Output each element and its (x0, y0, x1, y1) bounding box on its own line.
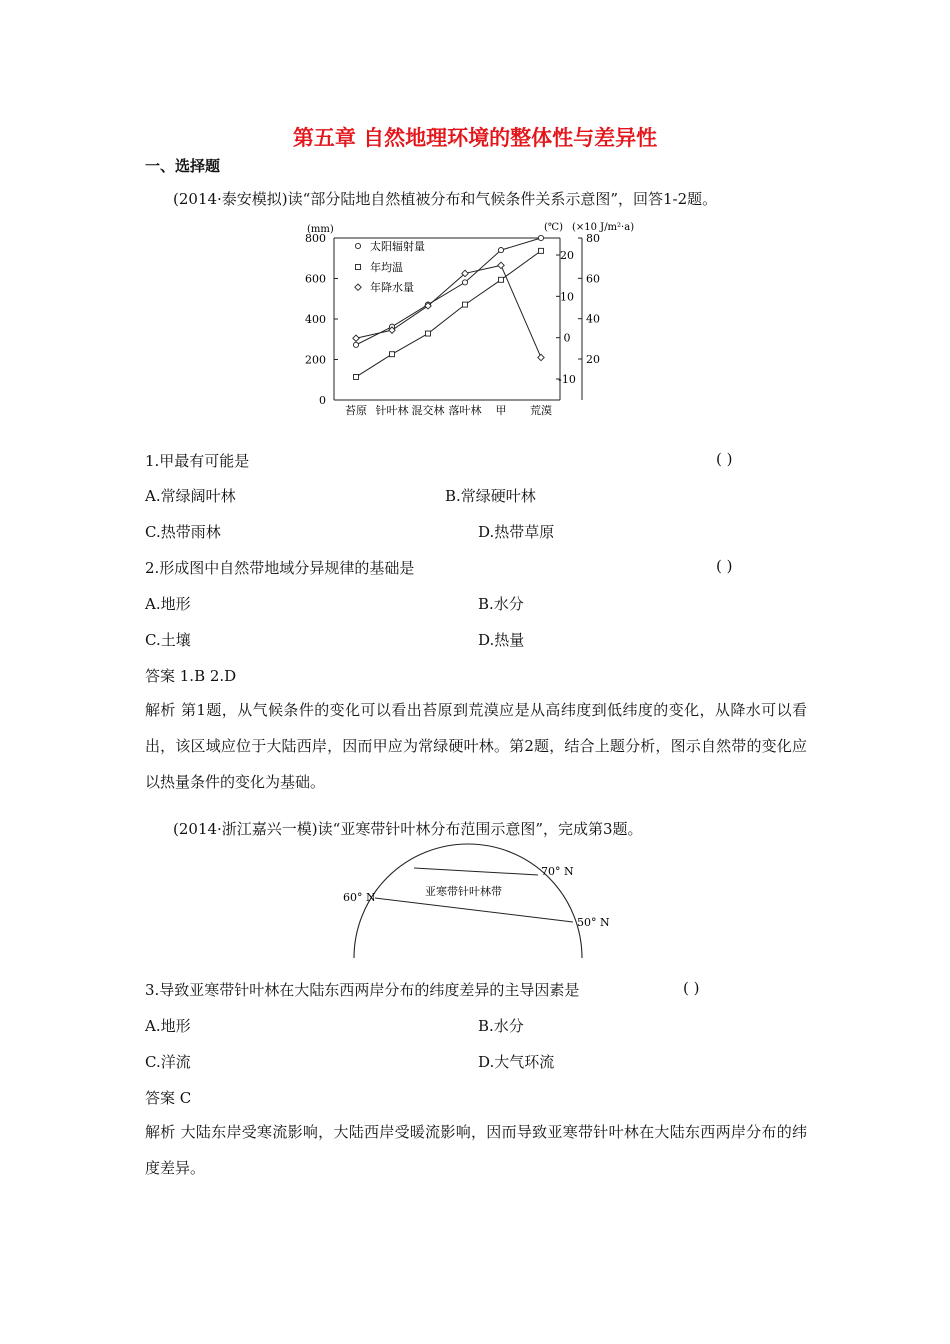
legend-marker-diamond (355, 284, 361, 290)
temperature-axis-tick-label: 0 (563, 331, 571, 345)
radiation-axis-tick-label: 40 (586, 312, 600, 326)
answer-3: 答案 C (145, 1089, 192, 1107)
left-axis-tick-label: 200 (305, 353, 326, 367)
question-3-stem: 3.导致亚寒带针叶林在大陆东西两岸分布的纬度差异的主导因素是 (145, 981, 580, 999)
question-2-option-d[interactable]: D.热量 (478, 631, 525, 649)
left-axis-tick-label: 800 (305, 232, 326, 245)
question-3-option-a[interactable]: A.地形 (145, 1017, 191, 1035)
data-point-temperature (426, 331, 431, 336)
question-2-option-a[interactable]: A.地形 (145, 595, 191, 613)
legend-label-precipitation: 年降水量 (370, 281, 414, 294)
boreal-forest-label: 亚寒带针叶林带 (425, 885, 502, 898)
climate-vegetation-chart (0, 220, 950, 420)
question-1-option-b[interactable]: B.常绿硬叶林 (445, 487, 536, 505)
boreal-forest-diagram (0, 840, 950, 960)
temperature-axis-tick-label: 20 (560, 249, 574, 262)
latitude-label-70n: 70° N (541, 865, 574, 878)
question-2-answer-bracket[interactable]: ( ) (716, 557, 733, 575)
x-axis-category-label: 针叶林 (375, 404, 409, 417)
question-1-answer-bracket[interactable]: ( ) (716, 450, 733, 468)
data-point-radiation (498, 248, 503, 253)
question-1-option-d[interactable]: D.热带草原 (478, 523, 555, 541)
legend-label-radiation: 太阳辐射量 (370, 240, 425, 253)
radiation-axis-tick-label: 60 (586, 272, 600, 286)
data-point-temperature (463, 302, 468, 307)
data-point-temperature (354, 374, 359, 379)
right-axis-unit-radiation: (×10 J/m²·a) (572, 222, 635, 233)
data-point-temperature (390, 352, 395, 357)
question-1-option-a[interactable]: A.常绿阔叶林 (145, 487, 236, 505)
south-boundary-line (375, 898, 573, 922)
chart-legend (355, 239, 425, 294)
question-2-option-b[interactable]: B.水分 (478, 595, 524, 613)
analysis-1-2: 解析 第1题，从气候条件的变化可以看出苔原到荒漠应是从高纬度到低纬度的变化，从降水可以看出，该区域应位于大陆西岸，因而甲应为常绿硬叶林。第2题，结合上题分析，图示自然带的变化应以热量条件的变化为基础。 (145, 701, 807, 791)
question-2-stem: 2.形成图中自然带地域分异规律的基础是 (145, 559, 415, 577)
radiation-axis-tick-label: 20 (586, 353, 600, 366)
question-1-option-c[interactable]: C.热带雨林 (145, 523, 221, 541)
right-axis-unit-temperature: (℃) (544, 222, 563, 233)
x-axis-category-label: 荒漠 (530, 404, 552, 417)
question-1-stem: 1.甲最有可能是 (145, 452, 250, 470)
data-point-radiation (538, 235, 543, 240)
data-point-temperature (499, 277, 504, 282)
x-axis-category-label: 混交林 (411, 404, 445, 417)
data-point-radiation (462, 280, 467, 285)
latitude-label-60n: 60° N (343, 891, 376, 904)
north-boundary-line (414, 868, 538, 875)
data-point-radiation (353, 342, 358, 347)
data-point-temperature (539, 248, 544, 253)
question-3-option-b[interactable]: B.水分 (478, 1017, 524, 1035)
x-axis-category-label: 苔原 (345, 404, 367, 417)
x-axis-category-label: 落叶林 (448, 404, 482, 417)
question-3-option-d[interactable]: D.大气环流 (478, 1053, 555, 1071)
legend-marker-circle (355, 243, 360, 248)
data-point-precipitation (353, 335, 359, 341)
left-axis-tick-label: 400 (305, 313, 326, 326)
temperature-axis-tick-label: -10 (558, 373, 576, 386)
radiation-axis-tick-label: 80 (586, 232, 600, 245)
analysis-3: 解析 大陆东岸受寒流影响，大陆西岸受暖流影响，因而导致亚寒带针叶林在大陆东西两岸分布的纬度差异。 (145, 1123, 807, 1177)
left-axis-unit: (mm) (307, 224, 334, 235)
intro-text-1: (2014·泰安模拟)读“部分陆地自然植被分布和气候条件关系示意图”，回答1-2题。 (173, 190, 718, 208)
legend-marker-square (356, 265, 361, 270)
section-heading: 一、选择题 (145, 157, 221, 175)
data-point-precipitation (498, 262, 504, 268)
temperature-axis-tick-label: 10 (560, 290, 574, 304)
left-axis-tick-label: 0 (319, 394, 326, 407)
series-line-precipitation (356, 265, 541, 357)
question-3-option-c[interactable]: C.洋流 (145, 1053, 191, 1071)
continent-outline (354, 844, 582, 958)
left-axis-tick-label: 600 (305, 272, 326, 286)
x-axis-category-label: 甲 (495, 404, 507, 417)
question-3-answer-bracket[interactable]: ( ) (683, 979, 700, 997)
intro-text-2: (2014·浙江嘉兴一模)读“亚寒带针叶林分布范围示意图”，完成第3题。 (173, 820, 643, 838)
legend-label-temperature: 年均温 (370, 261, 403, 274)
answer-1-2: 答案 1.B 2.D (145, 667, 237, 685)
latitude-label-50n: 50° N (577, 916, 610, 929)
data-point-precipitation (538, 354, 544, 360)
page-title: 第五章 自然地理环境的整体性与差异性 (292, 126, 658, 150)
question-2-option-c[interactable]: C.土壤 (145, 631, 191, 649)
